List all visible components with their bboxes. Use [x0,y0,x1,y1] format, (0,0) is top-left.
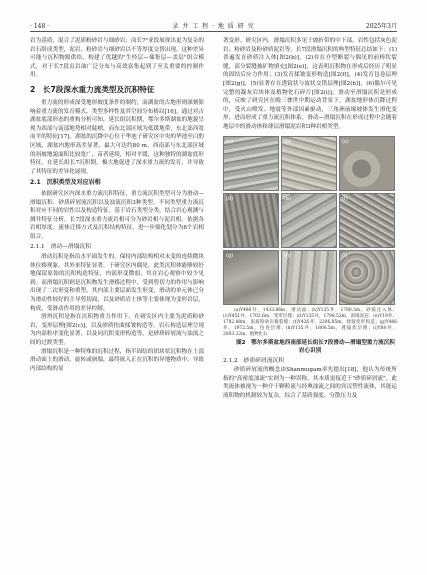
panel-label: (d) [226,195,234,202]
paragraph: 滑塌沉积是一种特殊的沉积过程，指半固结的团块状沉积物在上部滑动面上的滑动、旋转或崩塌，最终嵌入正在沉积的异地物质中，导致内部结构的显 [30,348,204,372]
panel-label: (b) [284,138,292,145]
core-photo-h [281,250,337,305]
core-photo-g [223,250,279,305]
figure-title: 图2 鄂尔多斯盆地西南部延长组长7段滑动—滑塌型重力流沉积岩心识别 [236,339,395,354]
right-column [223,37,397,401]
subsubsection-heading: 2.1.2 砂质碎屑流沉积 [223,357,285,364]
panel-label: (i) [342,252,348,259]
paragraph: 著变形。研究区内，滑塌沉积多见于坡折带的中下部，岩性包括灰色泥岩、粉砂岩及粉砂质泥岩等。长7段滑塌沉积的典型特征总结如下：(1)普遍发育砂质注入体[图2(b)]，(2)存在介型断裂与偶见的前棒状裂缝，部分裂缝被矿物填充[图2(e)]，这表明沉积物在形成后经历了明显的固结后应力作用；(3)发育揉皱变形构造[图2(f)]，(4)发育包卷层理[图2(g)]，(5)显著存在透镜状与波状交错层理[图2(h)]，(6)偶尔可见完整的凝灰岩块体及植物化石碎片[图2(i)]。滑动至滑塌沉积是形成的，反映了研究区在晚三叠世中期运动背景下，湖盆地形体沉降过程中，受火山喷发、地震等外部因素驱动，三角洲前缘坡体发生滑化变形，进而形成了重力流沉积体系。滑动—滑塌沉积在形成过程中会随着地层中的滑动体和薄层滑塌泥岩和3种岩相类型。 [223,38,397,130]
left-column [30,37,204,373]
core-photo-i [339,250,395,305]
paragraph: 砂质碎屑流的概念由Shanmugam率先提出[18]，他认为传统所指的"高密度浊流"实则为一种误称，其本质更接近于"砂质碎屑流"。此类流体被视为一种介于颗粒流与经典浊流之间的宾汉塑性流体，其能运流积物的机制较为复杂，综合了基质强度、分散压力及 [223,367,397,399]
page-number: · 148 · [30,23,50,30]
panel-label: (h) [284,252,292,259]
subsection-heading: 2.1 沉积类型及对应岩相 [30,179,101,187]
core-photo-c [339,136,395,191]
core-photo-f [339,193,395,248]
paragraph: 依据研究区内深水重力流沉积特征，重力流沉积类型可分为滑动—滑塌沉积、砂质碎屑流沉积以及浊流沉积3种类型。不同类型重力流沉积对应不同的岩性以及构造特征。基于岩石类型分类，结合岩心观测与测井特征分析，长7段深水重力流岩相可分为砂岩相与泥岩相。依据各岩相厚度、流体迁移方式及沉积结构特征，进一步细化划分为8个岩相组合。 [30,190,204,240]
subsubsection-heading: 2.1.1 滑动—滑塌沉积 [30,244,92,251]
journal-title: 录 井 工 程 · 地 质 研 究 [172,23,255,30]
panel-label: (g) [226,252,234,259]
core-photo-b [281,136,337,191]
paragraph: 滑动沉积是指沿水平面发生的、保持内部结构相对未变的连续微块体位移现象，其外来特征显著，于研究区内偶见。此类沉积体能够较好地保留原始的沉积构造特征，内部形变微弱，其在岩心观察中较少见到。而滑塌沉积则是沉积物发生滑移过程中，受到剪切力的作用与影响出现了二次形变和重塑，其内部主要层面发生形变，滑动的单元体已分为滑动性较好的主导剪切面，以及砂质岩土体等主要体现为变形岩层，构成，受滑动作用的差异控制。 [30,254,204,312]
core-photo-figure [223,136,397,305]
paragraph: 岩为基质，混合了泥质粉砂岩与细砂岩；而长7²亚段展现出更为复杂的岩石组成类型，泥岩、粉砂岩与细砂岩以不等厚度交替出现。这种差异可能与沉积物源供给、构建了优越的"生烃层—储集层—盖层"组合模式，对于长7段页岩油广泛分布与高效富集起到了至关重要的控制作用。 [30,38,204,79]
core-photo-a [223,136,279,191]
core-photo-e [281,193,337,248]
paragraph: 重力流的形成深受地形坡度条件的制约，而湖盆的古地形则深刻影响着重力流的发育模式、类型多样性及其空间分布格局[16]。通过对古湖盆底部形态的重构分析可知，延长组沉积期，鄂尔多斯湖盆的地貌呈现为西部与南部地势相对陡峭，而东北部区域为低缓地带，东北部西宽而平的特征[17]。湖盆的沉降中心位于华池子研究区中央的华池至白豹区域，湖盆内地形高差显著，最大可达约80 m。西南部与东北部区域的斜坡地貌面积比较宽广，苗者延续，相对平缓，这种独特的湖盆底形特征，在延长组长7沉积期，极大地促进了深水重力流的发育，并导致了其特征的差异化展现。 [30,99,204,175]
section-heading: 2 长7段深水重力流类型及沉积特征 [30,84,155,94]
page-header [30,18,397,30]
header-rule [30,31,397,32]
figure-caption: (a)Y486井，1433.86m，滑动面；(b)Y135井，1780.3m，砂质注入体；(c)Y451井，1702.6m，变形层理；(d)Y135井，1798.52m，滑塌泥岩；(e)Y19井，1782.88m，泥质粉砂岩微裂缝；(f)Y426井，2206.85m，揉皱变形构造；(g)Y486井，1972.5m，包卷层理；(h)Y135井，1806.5m，透镜状层理；(i)Y88井，2003.22m，植物化石 [223,307,397,338]
panel-label: (f) [342,195,348,202]
core-photo-d [223,193,279,248]
paragraph: 滑坍沉积是指在沉积物重力作用下，在研究区内主要为泥质粉砂岩，变形层理[图2(c)]，以及砂质扭曲揉皱构造等。岩石构造层理呈现为内部粒序变化显著，以及同沉积变形构造等，是砂质碎屑流与浊流之间的过渡类型。 [30,314,204,346]
panel-label: (c) [342,138,349,145]
panel-label: (a) [226,138,233,145]
panel-label: (e) [284,195,291,202]
issue-date: 2025年3月 [365,23,397,30]
